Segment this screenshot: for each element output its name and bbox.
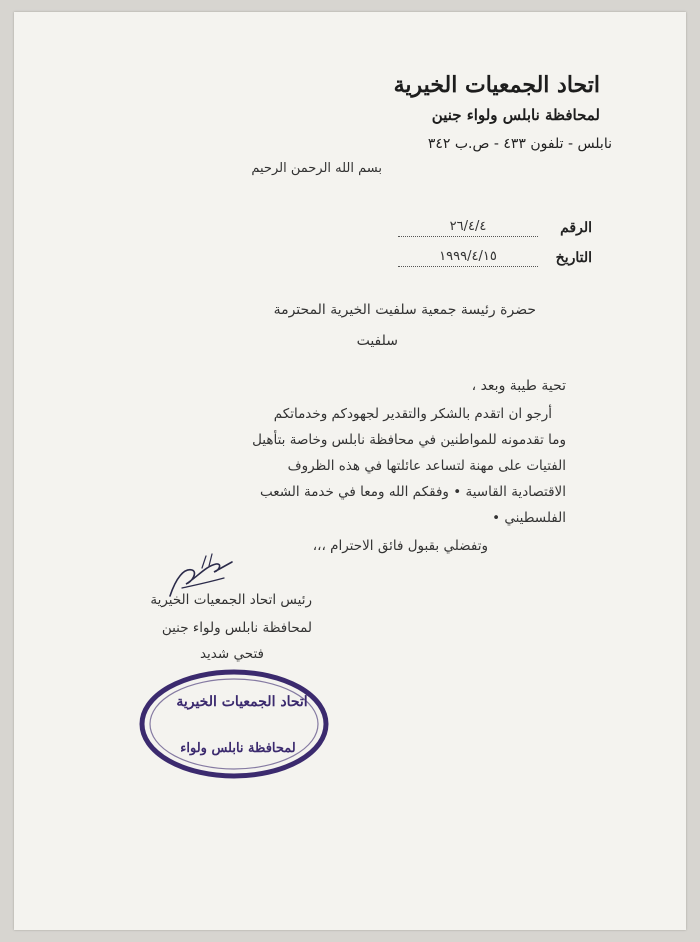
addressee-line: حضرة رئيسة جمعية سلفيت الخيرية المحترمة — [273, 302, 536, 318]
closing-salutation: وتفضلي بقبول فائق الاحترام ،،، — [312, 538, 488, 554]
letterhead-org-name: اتحاد الجمعيات الخيرية — [393, 72, 600, 98]
body-line: الفلسطيني • — [492, 510, 566, 526]
body-line: الفتيات على مهنة لتساعد عائلتها في هذه الظروف — [287, 458, 566, 474]
signatory-name: فتحي شديد — [199, 646, 264, 662]
signatory-title: رئيس اتحاد الجمعيات الخيرية — [150, 592, 312, 608]
date-label: التاريخ — [555, 250, 592, 266]
letterhead-district: لمحافظة نابلس ولواء جنين — [431, 106, 600, 124]
official-stamp — [136, 666, 332, 782]
greeting: تحية طيبة وبعد ، — [471, 378, 566, 394]
body-line: وما تقدمونه للمواطنين في محافظة نابلس وخاصة بتأهيل — [252, 432, 566, 448]
letter-page — [14, 12, 686, 930]
signatory-district: لمحافظة نابلس ولواء جنين — [161, 620, 312, 636]
letterhead-contact: نابلس - تلفون ٤٣٣ - ص.ب ٣٤٢ — [427, 136, 612, 152]
date-value: ١٩٩٩/٤/١٥ — [398, 248, 538, 267]
reference-number-label: الرقم — [560, 220, 592, 236]
svg-text:اتحاد الجمعيات الخيرية: اتحاد الجمعيات الخيرية — [176, 694, 308, 710]
reference-number-value: ٢٦/٤/٤ — [398, 218, 538, 237]
svg-text:لمحافظة نابلس ولواء: لمحافظة نابلس ولواء — [180, 741, 296, 756]
body-line: أرجو ان اتقدم بالشكر والتقدير لجهودكم وخدماتكم — [273, 406, 552, 422]
addressee-city: سلفيت — [356, 333, 398, 349]
body-line: الاقتصادية القاسية • وفقكم الله ومعا في خدمة الشعب — [260, 484, 566, 500]
basmala: بسم الله الرحمن الرحيم — [251, 161, 382, 176]
